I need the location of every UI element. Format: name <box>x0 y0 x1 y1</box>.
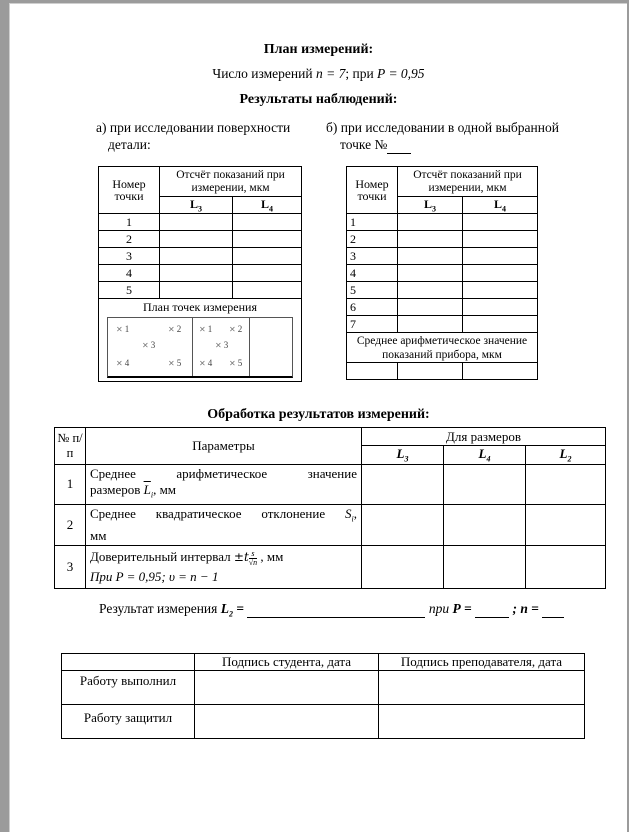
cross-marker-icon: ✕ <box>199 359 206 369</box>
row-point-number: 3 <box>99 248 160 265</box>
cell-student-signature[interactable] <box>195 705 379 739</box>
cell-l4[interactable] <box>233 248 302 265</box>
plan-cell <box>99 299 302 382</box>
n-blank[interactable] <box>542 601 564 618</box>
cell-l4[interactable] <box>463 214 538 231</box>
cell-l4[interactable] <box>463 316 538 333</box>
row-point-number: 2 <box>347 231 398 248</box>
cell-l4[interactable] <box>233 214 302 231</box>
measure-point: ✕ 2 <box>229 324 243 335</box>
cell-l3[interactable] <box>160 231 233 248</box>
param-mean: Среднее арифметическое значение размеров $\overline{L}_i$, мм <box>86 464 362 505</box>
row-no: 2 <box>55 505 86 546</box>
measure-point: ✕ 5 <box>229 358 243 369</box>
table-surface-readings <box>98 166 302 382</box>
measure-point: ✕ 5 <box>168 358 182 369</box>
row-no: 3 <box>55 545 86 588</box>
result-line: Результат измерения $L_2$ = при P = ; n = <box>99 601 564 619</box>
cross-marker-icon: ✕ <box>116 325 123 335</box>
cell-l4[interactable] <box>463 248 538 265</box>
cross-marker-icon: ✕ <box>142 341 149 351</box>
measure-point: ✕ 4 <box>116 358 130 369</box>
row-point-number: 3 <box>347 248 398 265</box>
cross-marker-icon: ✕ <box>168 359 175 369</box>
cell-l3[interactable] <box>160 265 233 282</box>
section-b-caption: б) при исследовании в одной выбранной точке № <box>326 120 559 152</box>
col-no-header: № п/п <box>55 428 86 465</box>
measure-point: ✕ 1 <box>199 324 213 335</box>
measure-point: ✕ 1 <box>116 324 130 335</box>
cross-marker-icon: ✕ <box>116 359 123 369</box>
result-value-blank[interactable] <box>247 601 425 618</box>
cell-teacher-signature[interactable] <box>379 671 585 705</box>
measure-point: ✕ 2 <box>168 324 182 335</box>
cell-l4[interactable] <box>233 265 302 282</box>
col-l3-header: $L_3$ <box>160 197 233 214</box>
measure-point: ✕ 3 <box>215 340 229 351</box>
cell-l3[interactable] <box>160 214 233 231</box>
cell-l3[interactable] <box>398 316 463 333</box>
param-confidence-interval: Доверительный интервал ±t $\frac{s}{√n}$ , мм При P = 0,95; υ = n − 1 <box>86 545 362 588</box>
cell-l3[interactable] <box>160 248 233 265</box>
table-single-point-readings <box>346 166 538 380</box>
col-size-l2: $L_2$ <box>526 446 606 465</box>
cell-mean-l4[interactable] <box>463 363 538 380</box>
col-point-header: Номер точки <box>99 167 160 214</box>
sig-header-empty <box>62 654 195 671</box>
cell-teacher-signature[interactable] <box>379 705 585 739</box>
row-point-number: 4 <box>99 265 160 282</box>
row-point-number: 1 <box>347 214 398 231</box>
cell-mean-empty <box>347 363 398 380</box>
cell-l4[interactable] <box>233 282 302 299</box>
plan-diagram <box>107 317 293 378</box>
col-teacher-signature: Подпись преподавателя, дата <box>379 654 585 671</box>
row-point-number: 5 <box>347 282 398 299</box>
cell-l3[interactable] <box>398 231 463 248</box>
table-row <box>55 505 606 546</box>
cell-l4[interactable] <box>463 231 538 248</box>
point-number-blank[interactable] <box>387 136 411 154</box>
measure-point: ✕ 4 <box>199 358 213 369</box>
cell-mean-l3[interactable] <box>362 464 444 505</box>
table-signatures <box>61 653 585 739</box>
cell-l4[interactable] <box>463 282 538 299</box>
col-reading-header: Отсчёт показаний при измерении, мкм <box>398 167 538 197</box>
cell-ci-l3[interactable] <box>362 545 444 588</box>
table-row <box>62 671 585 705</box>
table-processing <box>54 427 606 589</box>
cell-l3[interactable] <box>398 214 463 231</box>
document-page <box>9 3 627 832</box>
cell-ci-l2[interactable] <box>526 545 606 588</box>
cell-student-signature[interactable] <box>195 671 379 705</box>
section-a-caption: а) при исследовании поверхности детали: <box>96 120 291 152</box>
cross-marker-icon: ✕ <box>199 325 206 335</box>
col-l4-header: $L_4$ <box>233 197 302 214</box>
cross-marker-icon: ✕ <box>229 325 236 335</box>
col-params-header: Параметры <box>86 428 362 465</box>
row-point-number: 2 <box>99 231 160 248</box>
processing-title: Обработка результатов измерений: <box>207 407 430 422</box>
cross-marker-icon: ✕ <box>215 341 222 351</box>
row-point-number: 5 <box>99 282 160 299</box>
cross-marker-icon: ✕ <box>229 359 236 369</box>
measure-count-line: Число измерений n = 7; при P = 0,95 <box>212 66 425 81</box>
cell-l4[interactable] <box>463 265 538 282</box>
col-size-l4: $L_4$ <box>444 446 526 465</box>
cell-std-l2[interactable] <box>526 505 606 546</box>
row-point-number: 7 <box>347 316 398 333</box>
plan-layout-b <box>193 318 250 376</box>
measure-point: ✕ 3 <box>142 340 156 351</box>
col-l3-header: $L_3$ <box>398 197 463 214</box>
cell-mean-l2[interactable] <box>526 464 606 505</box>
col-l4-header: $L_4$ <box>463 197 538 214</box>
col-sizes-header: Для размеров <box>362 428 606 446</box>
plan-title: План измерений: <box>263 42 374 57</box>
row-label-defended: Работу защитил <box>62 705 195 739</box>
cell-l4[interactable] <box>463 299 538 316</box>
row-point-number: 6 <box>347 299 398 316</box>
cell-std-l4[interactable] <box>444 505 526 546</box>
cell-std-l3[interactable] <box>362 505 444 546</box>
row-no: 1 <box>55 464 86 505</box>
col-size-l3: $L_3$ <box>362 446 444 465</box>
cell-mean-l3[interactable] <box>398 363 463 380</box>
cell-ci-l4[interactable] <box>444 545 526 588</box>
mean-label: Среднее арифметическое значение показаний прибора, мкм <box>347 333 538 363</box>
cell-l3[interactable] <box>398 299 463 316</box>
plan-layout-empty[interactable] <box>250 318 292 376</box>
cell-mean-l4[interactable] <box>444 464 526 505</box>
table-row <box>62 705 585 739</box>
table-row <box>55 545 606 588</box>
param-std-dev: Среднее квадратическое отклонение $S_i$, мм <box>86 505 362 546</box>
cell-l4[interactable] <box>233 231 302 248</box>
cell-l3[interactable] <box>398 248 463 265</box>
plan-layout-a <box>108 318 193 376</box>
results-title: Результаты наблюдений: <box>239 92 398 107</box>
confidence-blank[interactable] <box>475 601 509 618</box>
fraction-formula: $\frac{s}{√n}$ <box>248 548 258 567</box>
cell-l3[interactable] <box>398 265 463 282</box>
table-row <box>55 464 606 505</box>
plan-label: План точек измерения <box>143 300 257 315</box>
row-label-completed: Работу выполнил <box>62 671 195 705</box>
cross-marker-icon: ✕ <box>168 325 175 335</box>
cell-l3[interactable] <box>160 282 233 299</box>
row-point-number: 1 <box>99 214 160 231</box>
col-reading-header: Отсчёт показаний при измерении, мкм <box>160 167 302 197</box>
row-point-number: 4 <box>347 265 398 282</box>
col-student-signature: Подпись студента, дата <box>195 654 379 671</box>
cell-l3[interactable] <box>398 282 463 299</box>
col-point-header: Номер точки <box>347 167 398 214</box>
